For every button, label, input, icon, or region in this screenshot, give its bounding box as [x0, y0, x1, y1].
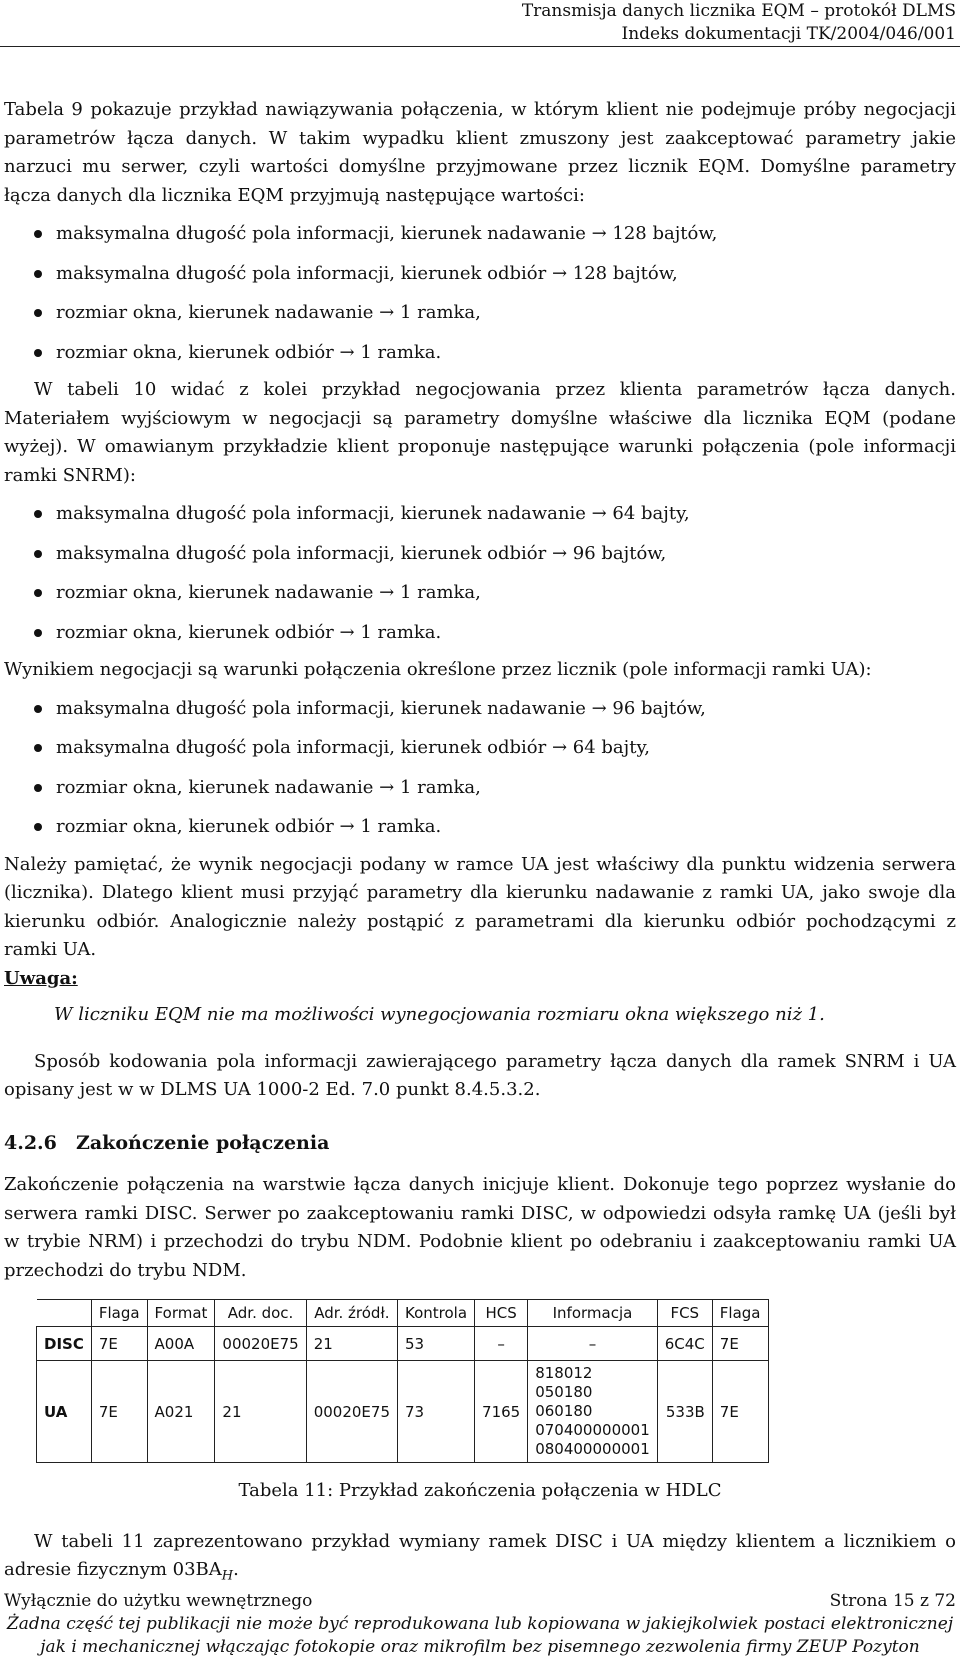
column-header: Format: [147, 1300, 215, 1327]
list-item: rozmiar okna, kierunek odbiór → 1 ramka.: [4, 613, 956, 653]
list-item: maksymalna długość pola informacji, kierunek odbiór → 128 bajtów,: [4, 254, 956, 294]
document-body: [4, 96, 956, 1591]
section-number: 4.2.6: [4, 1131, 57, 1154]
info-line: 050180: [535, 1383, 593, 1401]
column-header: Flaga: [91, 1300, 147, 1327]
list-item: rozmiar okna, kierunek nadawanie → 1 ramka,: [4, 768, 956, 808]
copyright-line: jak i mechanicznej włączając fotokopie oraz mikrofilm bez pisemnego zezwolenia firmy ZEUP Pozyton: [40, 1637, 920, 1657]
column-header: Adr. doc.: [215, 1300, 306, 1327]
column-header: Kontrola: [398, 1300, 475, 1327]
negotiation-paragraph: W tabeli 10 widać z kolei przykład negocjowania przez klienta parametrów łącza danych. Materiałem wyjściowym w negocjacji są parametry domyślne właściwe dla licznika EQM (podane wyżej). W omawianym przykładzie klient proponuje następujące warunki połączenia (pole informacji ramki SNRM):: [4, 379, 956, 486]
default-params-list: [4, 214, 956, 372]
info-line: 060180: [535, 1402, 593, 1420]
info-line: 070400000001: [535, 1421, 650, 1439]
result-paragraph: Wynikiem negocjacji są warunki połączenia określone przez licznik (pole informacji ramki UA):: [4, 659, 872, 680]
table-cell: A00A: [147, 1327, 215, 1361]
table-row: [37, 1361, 769, 1463]
footer-row: [4, 1590, 956, 1613]
server-view-paragraph: Należy pamiętać, że wynik negocjacji podany w ramce UA jest właściwy dla punktu widzenia serwera (licznika). Dlatego klient musi przyjąć parametry dla kierunku nadawanie z ramki UA, jako swoje dla kierunku odbiór. Analogicznie należy postąpić z parametrami dla kierunku odbiór pochodzącymi z ramki UA.: [4, 853, 956, 960]
header-rule: [0, 46, 960, 47]
list-item: rozmiar okna, kierunek nadawanie → 1 ramka,: [4, 573, 956, 613]
hdlc-frames-table: [36, 1299, 769, 1463]
note-text: W liczniku EQM nie ma możliwości wynegocjowania rozmiaru okna większego niż 1.: [54, 1004, 825, 1025]
info-line: 818012: [535, 1364, 593, 1382]
table-cell: 73: [398, 1361, 475, 1463]
result-params-list: [4, 689, 956, 847]
header-doc-index: Indeks dokumentacji TK/2004/046/001: [621, 24, 956, 44]
table-row: [37, 1327, 769, 1361]
table-cell: –: [475, 1327, 528, 1361]
summary-text: W tabeli 11 zaprezentowano przykład wymiany ramek DISC i UA między klientem a licznikiem o adresie fizycznym 03BA: [4, 1530, 956, 1580]
column-header: Adr. źródł.: [306, 1300, 397, 1327]
header-title: Transmisja danych licznika EQM – protokół DLMS: [521, 1, 956, 21]
table-corner: [37, 1300, 92, 1327]
summary-paragraph: [4, 1528, 956, 1592]
list-item: rozmiar okna, kierunek odbiór → 1 ramka.: [4, 333, 956, 373]
column-header: Informacja: [528, 1300, 658, 1327]
table-cell: 21: [215, 1361, 306, 1463]
note-title: Uwaga:: [4, 967, 78, 989]
information-cell: [528, 1361, 658, 1463]
info-line: 080400000001: [535, 1440, 650, 1458]
table-cell: 7E: [712, 1327, 768, 1361]
running-header: [522, 0, 956, 46]
list-item: maksymalna długość pola informacji, kierunek nadawanie → 128 bajtów,: [4, 214, 956, 254]
table-caption: Tabela 11: Przykład zakończenia połączenia w HDLC: [238, 1480, 722, 1501]
table-cell: 533B: [657, 1361, 712, 1463]
page-footer: [4, 1590, 956, 1659]
column-header: Flaga: [712, 1300, 768, 1327]
list-item: maksymalna długość pola informacji, kierunek nadawanie → 64 bajty,: [4, 494, 956, 534]
table-cell: 6C4C: [657, 1327, 712, 1361]
list-item: rozmiar okna, kierunek odbiór → 1 ramka.: [4, 807, 956, 847]
column-header: HCS: [475, 1300, 528, 1327]
disconnect-paragraph: Zakończenie połączenia na warstwie łącza danych inicjuje klient. Dokonuje tego poprzez wysłanie do serwera ramki DISC. Serwer po zaakceptowaniu ramki DISC, w odpowiedzi odsyła ramkę UA (jeśli był w trybie NRM) i przechodzi do trybu NDM. Podobnie klient po odebraniu i zaakceptowaniu ramki UA przechodzi do trybu NDM.: [4, 1174, 956, 1281]
table-cell: A021: [147, 1361, 215, 1463]
table-header-row: [37, 1300, 769, 1327]
summary-end: .: [233, 1559, 239, 1580]
hex-subscript: H: [221, 1568, 234, 1584]
table-cell: 7E: [91, 1327, 147, 1361]
section-title: Zakończenie połączenia: [76, 1131, 330, 1154]
table-cell: 53: [398, 1327, 475, 1361]
list-item: maksymalna długość pola informacji, kierunek odbiór → 96 bajtów,: [4, 534, 956, 574]
page-number: Strona 15 z 72: [829, 1591, 956, 1611]
row-header: UA: [37, 1361, 92, 1463]
section-heading: [4, 1129, 956, 1158]
list-item: rozmiar okna, kierunek nadawanie → 1 ramka,: [4, 293, 956, 333]
footer-internal-use: Wyłącznie do użytku wewnętrznego: [4, 1591, 313, 1611]
client-params-list: [4, 494, 956, 652]
encoding-paragraph: Sposób kodowania pola informacji zawierającego parametry łącza danych dla ramek SNRM i UA opisany jest w w DLMS UA 1000-2 Ed. 7.0 punkt 8.4.5.3.2.: [4, 1050, 956, 1100]
copyright-line: Żadna część tej publikacji nie może być reprodukowana lub kopiowana w jakiejkolwiek postaci elektronicznej: [6, 1614, 954, 1634]
table-cell: 00020E75: [215, 1327, 306, 1361]
intro-paragraph: Tabela 9 pokazuje przykład nawiązywania połączenia, w którym klient nie podejmuje próby negocjacji parametrów łącza danych. W takim wypadku klient zmuszony jest zaakceptować parametry jakie narzuci mu serwer, czyli wartości domyślne przyjmowane przez licznik EQM. Domyślne parametry łącza danych dla licznika EQM przyjmują następujące wartości:: [4, 99, 956, 206]
table-cell: 7E: [91, 1361, 147, 1463]
table-cell: 7165: [475, 1361, 528, 1463]
table-cell: 00020E75: [306, 1361, 397, 1463]
table-cell: –: [528, 1327, 658, 1361]
list-item: maksymalna długość pola informacji, kierunek nadawanie → 96 bajtów,: [4, 689, 956, 729]
row-header: DISC: [37, 1327, 92, 1361]
column-header: FCS: [657, 1300, 712, 1327]
table-cell: 7E: [712, 1361, 768, 1463]
table-cell: 21: [306, 1327, 397, 1361]
list-item: maksymalna długość pola informacji, kierunek odbiór → 64 bajty,: [4, 728, 956, 768]
